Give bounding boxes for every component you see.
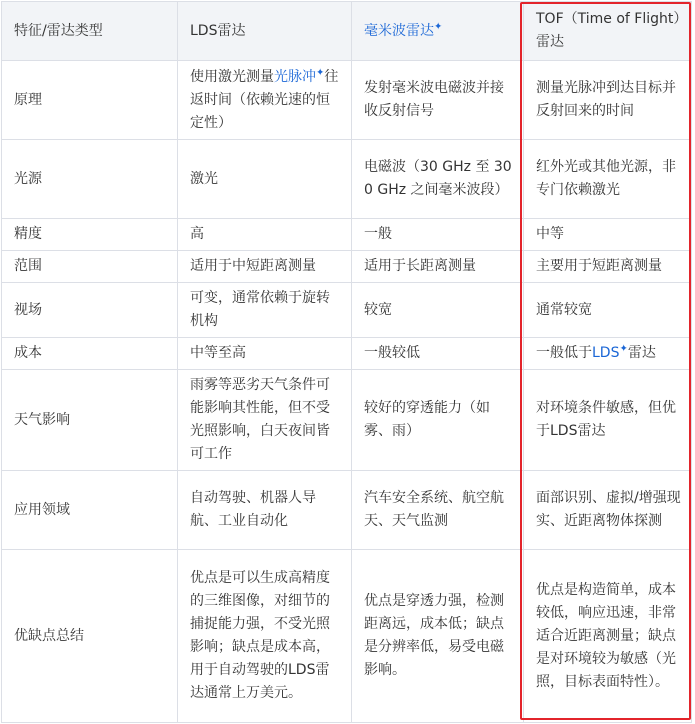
header-tof: TOF（Time of Flight）雷达: [524, 2, 692, 61]
header-mmwave[interactable]: [352, 2, 524, 61]
table-row: [2, 140, 692, 219]
light-pulse-sparkle-icon: ✦: [316, 66, 325, 78]
row-label: 精度: [2, 219, 178, 251]
cell-lds: 自动驾驶、机器人导航、工业自动化: [178, 471, 352, 550]
cell-tof: 优点是构造简单，成本较低，响应迅速，非常适合近距离测量；缺点是对环境较为敏感（光照，目标表面特性）。: [524, 550, 692, 723]
cell-tof: 测量光脉冲到达目标并反射回来的时间: [524, 61, 692, 140]
light-pulse-link[interactable]: 光脉冲: [274, 68, 316, 85]
cell-mmwave: 较好的穿透能力（如雾、雨）: [352, 370, 524, 471]
table-row: [2, 251, 692, 283]
cell-lds: 高: [178, 219, 352, 251]
cell-mmwave: 优点是穿透力强，检测距离远，成本低；缺点是分辨率低，易受电磁影响。: [352, 550, 524, 723]
cell-lds: 优点是可以生成高精度的三维图像，对细节的捕捉能力强，不受光照影响；缺点是成本高，用于自动驾驶的LDS雷达通常上万美元。: [178, 550, 352, 723]
cell-lds: 雨雾等恶劣天气条件可能影响其性能，但不受光照影响，白天夜间皆可工作: [178, 370, 352, 471]
table-row: [2, 61, 692, 140]
table-row: [2, 370, 692, 471]
row-label: 优缺点总结: [2, 550, 178, 723]
row-label: 光源: [2, 140, 178, 219]
cell-tof: 中等: [524, 219, 692, 251]
lds-sparkle-icon: ✦: [619, 343, 628, 355]
cell-tof: 面部识别、虚拟/增强现实、近距离物体探测: [524, 471, 692, 550]
cell-tof: 对环境条件敏感，但优于LDS雷达: [524, 370, 692, 471]
cell-mmwave: 发射毫米波电磁波并接收反射信号: [352, 61, 524, 140]
header-feature: 特征/雷达类型: [2, 2, 178, 61]
mmwave-link[interactable]: 毫米波雷达: [364, 22, 434, 39]
row-label: 视场: [2, 283, 178, 338]
cell-mmwave: 适用于长距离测量: [352, 251, 524, 283]
cell-mmwave: 较宽: [352, 283, 524, 338]
cell-lds: 使用激光测量光脉冲✦往返时间（依赖光速的恒定性）: [178, 61, 352, 140]
cell-mmwave: 一般较低: [352, 338, 524, 370]
cell-tof: 一般低于LDS✦雷达: [524, 338, 692, 370]
header-row: [2, 2, 692, 61]
table-row: [2, 338, 692, 370]
table-row: [2, 283, 692, 338]
radar-comparison-table: [1, 1, 692, 723]
row-label: 原理: [2, 61, 178, 140]
cell-mmwave: 一般: [352, 219, 524, 251]
cell-lds: 中等至高: [178, 338, 352, 370]
table-row: [2, 550, 692, 723]
row-label: 天气影响: [2, 370, 178, 471]
cell-mmwave: 汽车安全系统、航空航天、天气监测: [352, 471, 524, 550]
lds-link[interactable]: LDS: [592, 345, 620, 361]
cell-lds: 适用于中短距离测量: [178, 251, 352, 283]
cell-lds: 激光: [178, 140, 352, 219]
table-row: [2, 471, 692, 550]
row-label: 成本: [2, 338, 178, 370]
header-lds: LDS雷达: [178, 2, 352, 61]
table-row: [2, 219, 692, 251]
row-label: 应用领域: [2, 471, 178, 550]
cell-tof: 红外光或其他光源，非专门依赖激光: [524, 140, 692, 219]
cell-tof: 主要用于短距离测量: [524, 251, 692, 283]
mmwave-sparkle-icon: ✦: [434, 20, 443, 32]
cell-tof: 通常较宽: [524, 283, 692, 338]
row-label: 范围: [2, 251, 178, 283]
cell-lds: 可变，通常依赖于旋转机构: [178, 283, 352, 338]
cell-mmwave: 电磁波（30 GHz 至 300 GHz 之间毫米波段）: [352, 140, 524, 219]
